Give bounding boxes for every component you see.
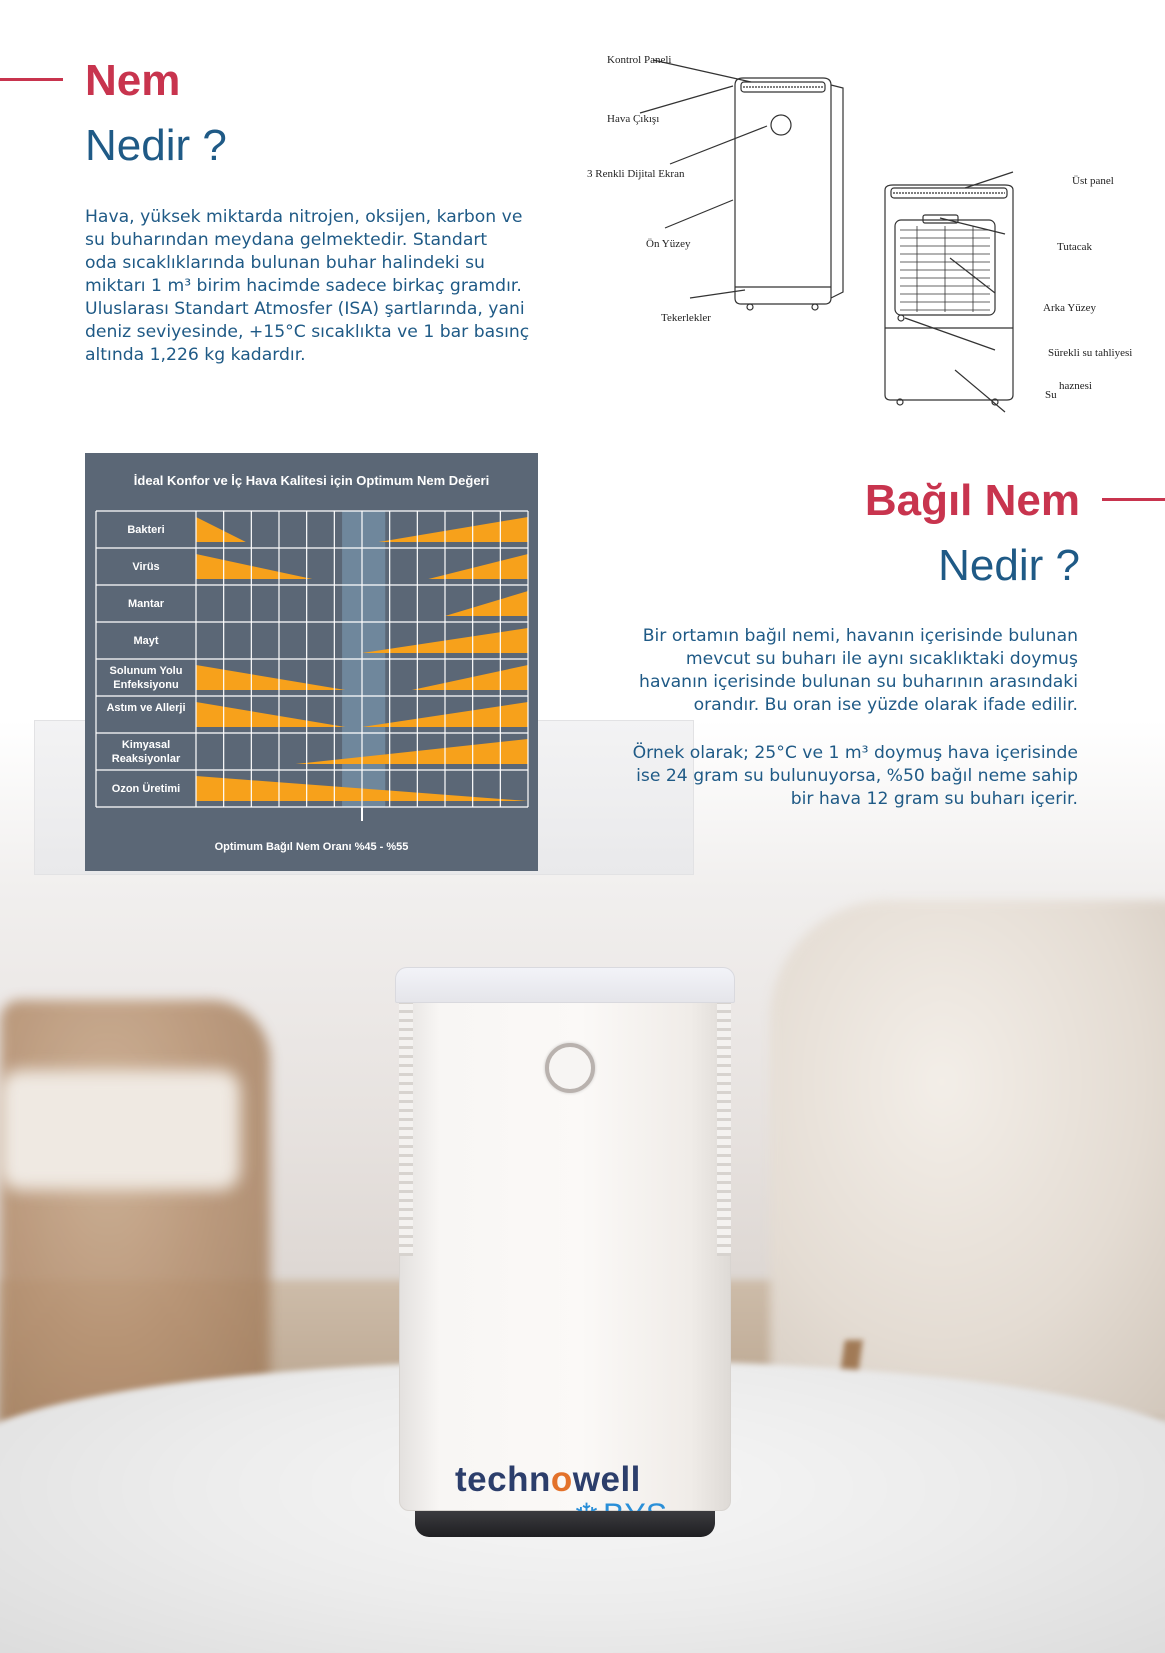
beige-sofa	[770, 900, 1165, 1420]
label-kontrol-paneli: Kontrol Paneli	[607, 54, 672, 66]
row-label: Bakteri	[127, 523, 165, 536]
label-on-yuzey: Ön Yüzey	[646, 238, 691, 250]
decor-line-left	[0, 78, 63, 81]
bar-high-1	[428, 554, 528, 579]
bar-low-4	[196, 665, 345, 690]
bar-high-6	[296, 739, 528, 764]
label-arka-yuzey: Arka Yüzey	[1043, 302, 1097, 314]
dehumidifier-product-image	[395, 967, 735, 1542]
control-knob	[545, 1043, 595, 1093]
bagil-nem-title: Bağıl Nem	[864, 476, 1080, 525]
bar-low-0	[196, 517, 246, 542]
row-label: Kimyasal Reaksiyonlar	[111, 738, 181, 765]
label-haznesi: haznesi	[1059, 380, 1092, 392]
bar-high-2	[445, 591, 528, 616]
optimum-humidity-chart	[85, 453, 538, 871]
bar-high-0	[379, 517, 528, 542]
bagil-nem-subtitle: Nedir ?	[938, 541, 1080, 590]
product-top-panel	[395, 967, 735, 1003]
row-label: Ozon Üretimi	[111, 782, 181, 795]
bagil-nem-paragraph-1: Bir ortamın bağıl nemi, havanın içerisinde bulunan mevcut su buharı ile aynı sıcaklıktaki doymuş havanın içerisinde bulunan su buharının arasındaki orandır. Bu oran ise yüzde olarak ifade edilir.	[639, 626, 1078, 715]
nem-subtitle: Nedir ?	[85, 121, 227, 170]
diagram-lines	[555, 40, 1115, 420]
dehumidifier-diagram	[555, 40, 1133, 420]
chair-cushion	[0, 1070, 240, 1190]
label-tutacak: Tutacak	[1057, 241, 1093, 253]
bar-low-5	[196, 702, 345, 727]
chart-plot	[85, 453, 538, 871]
brand-logo-technowell: technowell	[455, 1460, 641, 1499]
bar-low-1	[196, 554, 312, 579]
label-su: Su	[1045, 389, 1057, 401]
row-label: Mantar	[127, 597, 165, 610]
label-ust-panel: Üst panel	[1072, 175, 1114, 187]
decor-line-right	[1102, 498, 1165, 501]
chart-title: İdeal Konfor ve İç Hava Kalitesi için Optimum Nem Değeri	[133, 473, 490, 488]
bagil-nem-paragraph-2: Örnek olarak; 25°C ve 1 m³ doymuş hava içerisinde ise 24 gram su bulunuyorsa, %50 bağıl neme sahip bir hava 12 gram su buharı içerir.	[632, 743, 1078, 809]
bar-high-4	[412, 665, 528, 690]
label-dijital-ekran: 3 Renkli Dijital Ekran	[587, 168, 685, 180]
row-label: Solunum Yolu Enfeksiyonu	[109, 664, 183, 691]
label-hava-cikisi: Hava Çıkışı	[607, 113, 660, 125]
label-tekerlekler: Tekerlekler	[661, 312, 711, 324]
product-wheels	[415, 1511, 715, 1537]
chart-footer: Optimum Bağıl Nem Oranı %45 - %55	[214, 841, 409, 853]
product-vent-right	[717, 1001, 731, 1256]
row-label: Astım ve Allerji	[106, 701, 186, 714]
product-vent-left	[399, 1001, 413, 1256]
label-surekli-su: Sürekli su tahliyesi	[1048, 347, 1133, 359]
nem-title: Nem	[85, 56, 181, 105]
row-label: Virüs	[132, 560, 160, 573]
row-label: Mayt	[133, 634, 159, 647]
nem-paragraph: Hava, yüksek miktarda nitrojen, oksijen, karbon ve su buharından meydana gelmektedir. Standart oda sıcaklıklarında bulunan buhar halindeki su miktarı 1 m³ birim hacimde sadece birkaç gramdır. Uluslarası Standart Atmosfer (ISA) şartlarında, yani deniz seviyesinde, +15°C sıcaklıkta ve 1 bar basınç altında 1,226 kg kadardır.	[85, 207, 530, 365]
